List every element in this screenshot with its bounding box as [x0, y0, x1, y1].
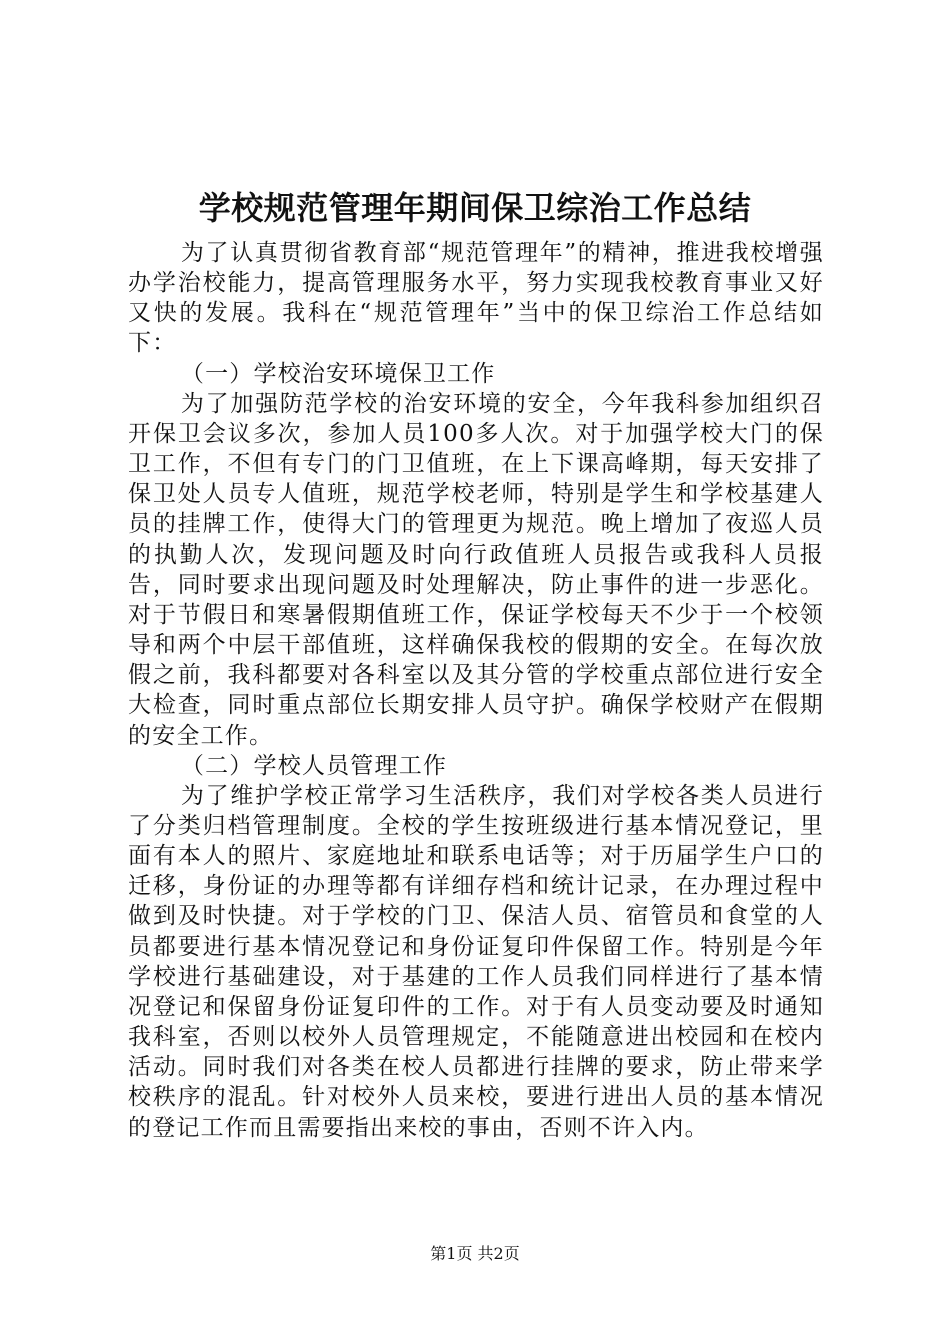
section-1-paragraph: 为了加强防范学校的治安环境的安全，今年我科参加组织召开保卫会议多次，参加人员100多人次。对于加强学校大门的保卫工作，不但有专门的门卫值班，在上下课高峰期，每天安排了保卫处人员专人值班，规范学校老师，特别是学生和学校基建人员的挂牌工作，使得大门的管理更为规范。晚上增加了夜巡人员的执勤人次，发现问题及时向行政值班人员报告或我科人员报告，同时要求出现问题及时处理解决，防止事件的进一步恶化。对于节假日和寒暑假期值班工作，保证学校每天不少于一个校领导和两个中层干部值班，这样确保我校的假期的安全。在每次放假之前，我科都要对各科室以及其分管的学校重点部位进行安全大检查，同时重点部位长期安排人员守护。确保学校财产在假期的安全工作。 — [128, 390, 824, 749]
section-heading-2: （二）学校人员管理工作 — [180, 752, 448, 779]
page-footer: 第1页 共2页 — [430, 1244, 520, 1263]
intro-paragraph: 为了认真贯彻省教育部“规范管理年”的精神，推进我校增强办学治校能力，提高管理服务水平，努力实现我校教育事业又好又快的发展。我科在“规范管理年”当中的保卫综治工作总结如下： — [128, 240, 824, 357]
document-body — [128, 238, 824, 1143]
document-title: 学校规范管理年期间保卫综治工作总结 — [198, 189, 752, 227]
section-2-paragraph: 为了维护学校正常学习生活秩序，我们对学校各类人员进行了分类归档管理制度。全校的学生按班级进行基本情况登记，里面有本人的照片、家庭地址和联系电话等；对于历届学生户口的迁移，身份证的办理等都有详细存档和统计记录，在办理过程中做到及时快捷。对于学校的门卫、保洁人员、宿管员和食堂的人员都要进行基本情况登记和身份证复印件保留工作。特别是今年学校进行基础建设，对于基建的工作人员我们同样进行了基本情况登记和保留身份证复印件的工作。对于有人员变动要及时通知我科室，否则以校外人员管理规定，不能随意进出校园和在校内活动。同时我们对各类在校人员都进行挂牌的要求，防止带来学校秩序的混乱。针对校外人员来校，要进行进出人员的基本情况的登记工作而且需要指出来校的事由，否则不许入内。 — [128, 782, 824, 1141]
section-heading-1: （一）学校治安环境保卫工作 — [180, 360, 496, 387]
